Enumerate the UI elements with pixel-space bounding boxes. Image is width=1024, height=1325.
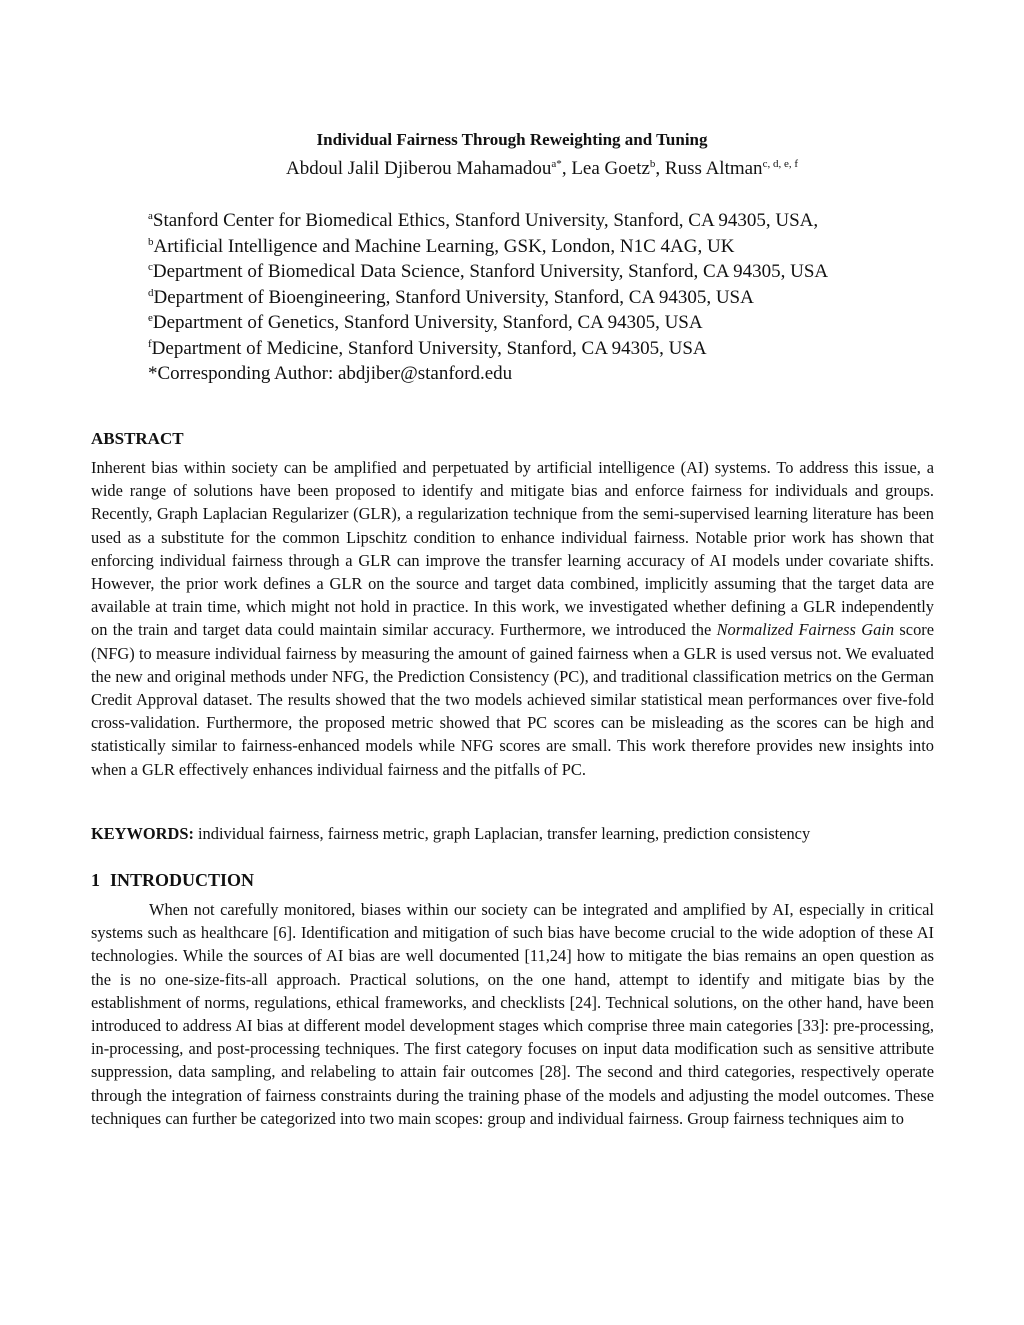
author-name: Lea Goetz <box>571 158 650 179</box>
section-number: 1 <box>91 870 100 890</box>
author-list <box>0 158 1024 180</box>
affiliation-marker: f <box>148 337 152 350</box>
affiliation-marker: d <box>148 286 154 299</box>
abstract-heading: ABSTRACT <box>91 429 184 448</box>
abstract-text-part: Inherent bias within society can be amplified and perpetuated by artificial intelligence (AI) systems. To address this issue, a wide range of solutions have been proposed to identify and mitigate bias and enforce fairness for individuals and groups. Recently, Graph Laplacian Regularizer (GLR), a regularization technique from the semi-supervised learning literature has been used as a substitute for the common Lipschitz condition to enhance individual fairness. Notable prior work has shown that enforcing individual fairness through a GLR can improve the transfer learning accuracy of AI models under covariate shifts. However, the prior work defines a GLR on the source and target data combined, implicitly assuming that the target data are available at train time, which might not hold in practice. In this work, we investigated whether defining a GLR independently on the train and target data could maintain similar accuracy. Furthermore, we introduced the <box>91 458 934 640</box>
abstract-italic-term: Normalized Fairness Gain <box>716 620 895 640</box>
section-title: INTRODUCTION <box>110 870 255 890</box>
author-separator: , <box>655 158 665 179</box>
affiliation-text: Stanford Center for Biomedical Ethics, Stanford University, Stanford, CA 94305, USA, <box>152 210 819 231</box>
affiliation <box>148 336 948 362</box>
author-affiliation-marker: b <box>649 158 656 170</box>
keywords-label: KEYWORDS: <box>91 824 194 843</box>
affiliation-text: Department of Biomedical Data Science, Stanford University, Stanford, CA 94305, USA <box>152 261 829 282</box>
affiliation-marker: a <box>148 210 153 222</box>
corresponding-author: *Corresponding Author: abdjiber@stanford.edu <box>148 363 513 384</box>
author-name: Abdoul Jalil Djiberou Mahamadou <box>285 158 552 179</box>
author-affiliation-marker: c, d, e, f <box>762 158 798 170</box>
affiliation-text: Department of Bioengineering, Stanford University, Stanford, CA 94305, USA <box>153 286 754 308</box>
keywords-text: individual fairness, fairness metric, graph Laplacian, transfer learning, prediction consistency <box>193 824 811 843</box>
affiliation-marker: c <box>148 261 153 273</box>
affiliation-text: Artificial Intelligence and Machine Learning, GSK, London, N1C 4AG, UK <box>153 235 735 257</box>
affiliation-list <box>148 208 948 387</box>
affiliation-text: Department of Genetics, Stanford University, Stanford, CA 94305, USA <box>152 312 703 333</box>
affiliation <box>148 259 948 285</box>
section-heading <box>91 870 254 891</box>
paper-title: Individual Fairness Through Reweighting and Tuning <box>316 130 708 149</box>
author-affiliation-marker: a* <box>551 158 562 170</box>
affiliation <box>148 234 948 260</box>
keywords-line <box>91 822 934 845</box>
author-name: Russ Altman <box>664 158 763 179</box>
abstract-text-part: score (NFG) to measure individual fairness by measuring the amount of gained fairness when a GLR is used versus not. We evaluated the new and original methods under NFG, the Prediction Consistency (PC), and traditional classification metrics on the German Credit Approval dataset. The results showed that the two models achieved similar statistical mean performances over five-fold cross-validation. Furthermore, the proposed metric showed that PC scores can be misleading as the scores can be high and statistically similar to fairness-enhanced models while NFG scores are small. This work therefore provides new insights into when a GLR effectively enhances individual fairness and the pitfalls of PC. <box>91 620 934 779</box>
affiliation-marker: b <box>148 235 154 248</box>
introduction-paragraph: When not carefully monitored, biases within our society can be integrated and amplified by AI, especially in critical systems such as healthcare [6]. Identification and mitigation of such bias have become crucial to the wide adoption of these AI technologies. While the sources of AI bias are well documented [11,24] how to mitigate the bias remains an open question as the is no one-size-fits-all approach. Practical solutions, on the one hand, attempt to identify and mitigate bias by the establishment of norms, regulations, ethical frameworks, and checklists [24]. Technical solutions, on the other hand, have been introduced to address AI bias at different model development stages which comprise three main categories [33]: pre-processing, in-processing, and post-processing techniques. The first category focuses on input data modification such as sensitive attribute suppression, data sampling, and relabeling to attain fair outcomes [28]. The second and third categories, respectively operate through the integration of fairness constraints during the training phase of the models and adjusting the model outcomes. These techniques can further be categorized into two main scopes: group and individual fairness. Group fairness techniques aim to <box>91 900 934 1128</box>
abstract-text <box>91 456 934 781</box>
author-separator: , <box>561 158 572 179</box>
affiliation <box>148 285 948 311</box>
affiliation-text: Department of Medicine, Stanford University, Stanford, CA 94305, USA <box>151 337 707 359</box>
affiliation <box>148 310 948 336</box>
affiliation-marker: e <box>148 312 153 324</box>
affiliation <box>148 208 948 234</box>
